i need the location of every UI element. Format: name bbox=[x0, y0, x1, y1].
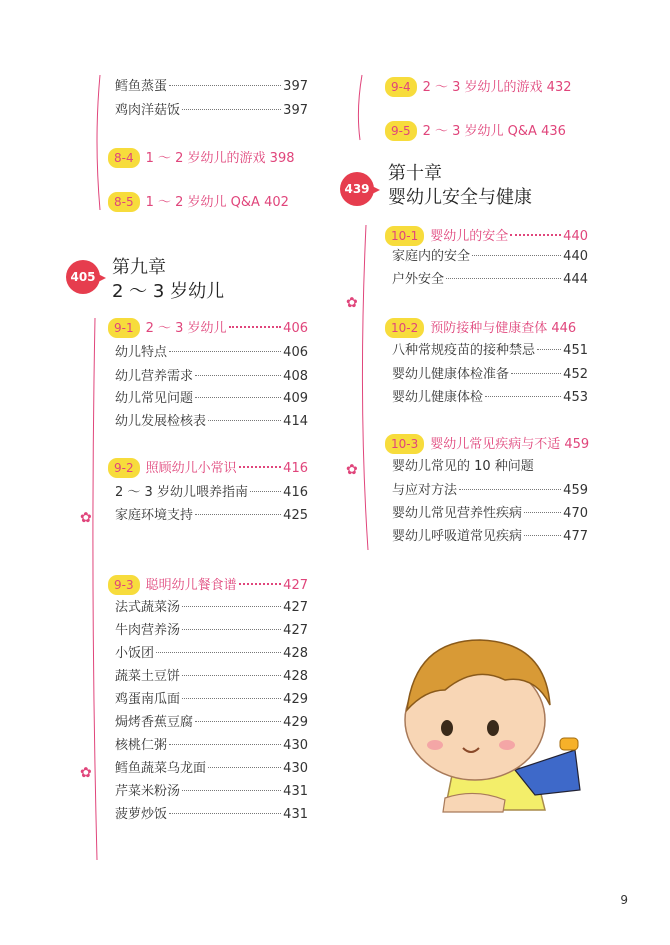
toc-entry[interactable]: 婴幼儿呼吸道常见疾病 477 bbox=[392, 529, 588, 544]
chapter-badge: 405 bbox=[66, 260, 100, 294]
toc-entry[interactable]: 法式蔬菜汤 427 bbox=[115, 600, 308, 615]
toc-entry[interactable]: 八种常规疫苗的接种禁忌 451 bbox=[392, 343, 588, 358]
section-8-5[interactable]: 8-5 1 ～ 2 岁幼儿 Q&A 402 bbox=[108, 192, 289, 213]
section-9-2[interactable]: 9-2 照顾幼儿小常识 416 bbox=[108, 458, 308, 479]
toc-entry[interactable]: 婴幼儿健康体检 453 bbox=[392, 390, 588, 405]
toc-entry[interactable]: 蔬菜土豆饼 428 bbox=[115, 669, 308, 684]
toc-entry-line: 婴幼儿常见的 10 种问题 bbox=[392, 459, 534, 474]
toc-entry[interactable]: 核桃仁粥 430 bbox=[115, 738, 308, 753]
child-illustration bbox=[385, 620, 585, 820]
toc-entry[interactable]: 与应对方法 459 bbox=[392, 483, 588, 498]
page-number: 9 bbox=[620, 893, 628, 907]
section-9-3[interactable]: 9-3 聪明幼儿餐食谱 427 bbox=[108, 575, 308, 596]
toc-entry[interactable]: 小饭团 428 bbox=[115, 646, 308, 661]
bow-icon: ✿ bbox=[346, 462, 358, 478]
bow-icon: ✿ bbox=[80, 765, 92, 781]
toc-entry[interactable]: 幼儿营养需求 408 bbox=[115, 369, 308, 384]
section-10-1[interactable]: 10-1 婴幼儿的安全 440 bbox=[385, 226, 588, 247]
toc-entry[interactable]: 婴幼儿健康体检准备 452 bbox=[392, 367, 588, 382]
section-9-5[interactable]: 9-5 2 ～ 3 岁幼儿 Q&A 436 bbox=[385, 121, 566, 142]
bow-icon: ✿ bbox=[346, 295, 358, 311]
toc-entry[interactable]: 鳕鱼蔬菜乌龙面 430 bbox=[115, 761, 308, 776]
toc-entry[interactable]: 鳕鱼蒸蛋 397 bbox=[115, 79, 308, 94]
section-9-1[interactable]: 9-1 2 ～ 3 岁幼儿 406 bbox=[108, 318, 308, 339]
toc-entry[interactable]: 鸡肉洋菇饭 397 bbox=[115, 103, 308, 118]
section-8-4[interactable]: 8-4 1 ～ 2 岁幼儿的游戏 398 bbox=[108, 148, 295, 169]
section-9-4[interactable]: 9-4 2 ～ 3 岁幼儿的游戏 432 bbox=[385, 77, 572, 98]
chapter-title: 第九章 2 ～ 3 岁幼儿 bbox=[112, 257, 225, 302]
chapter-badge: 439 bbox=[340, 172, 374, 206]
toc-entry[interactable]: 婴幼儿常见营养性疾病 470 bbox=[392, 506, 588, 521]
toc-entry[interactable]: 焗烤香蕉豆腐 429 bbox=[115, 715, 308, 730]
toc-entry[interactable]: 幼儿常见问题 409 bbox=[115, 391, 308, 406]
section-10-2[interactable]: 10-2 预防接种与健康查体 446 bbox=[385, 318, 576, 339]
section-10-3[interactable]: 10-3 婴幼儿常见疾病与不适 459 bbox=[385, 434, 589, 455]
toc-entry[interactable]: 幼儿特点 406 bbox=[115, 345, 308, 360]
toc-entry[interactable]: 幼儿发展检核表 414 bbox=[115, 414, 308, 429]
toc-entry[interactable]: 家庭环境支持 425 bbox=[115, 508, 308, 523]
toc-entry[interactable]: 鸡蛋南瓜面 429 bbox=[115, 692, 308, 707]
toc-entry[interactable]: 户外安全 444 bbox=[392, 272, 588, 287]
bow-icon: ✿ bbox=[80, 510, 92, 526]
toc-entry[interactable]: 2 ～ 3 岁幼儿喂养指南 416 bbox=[115, 485, 308, 500]
toc-entry[interactable]: 家庭内的安全 440 bbox=[392, 249, 588, 264]
toc-entry[interactable]: 牛肉营养汤 427 bbox=[115, 623, 308, 638]
chapter-title: 第十章 婴幼儿安全与健康 bbox=[388, 163, 532, 208]
toc-entry[interactable]: 芹菜米粉汤 431 bbox=[115, 784, 308, 799]
toc-entry[interactable]: 菠萝炒饭 431 bbox=[115, 807, 308, 822]
